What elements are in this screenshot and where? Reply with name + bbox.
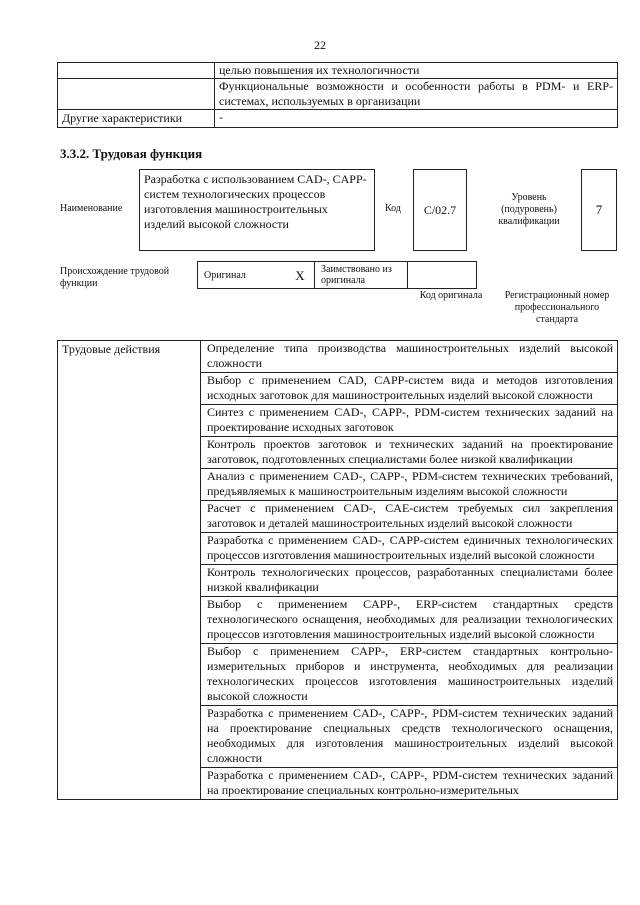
name-label: Наименование <box>60 203 123 214</box>
labor-action: Расчет с применением CAD-, CAE-систем требуемых сил закрепления заготовок и деталей машиностроительных изделий высокой сложности <box>201 501 618 533</box>
row-label: Другие характеристики <box>58 110 215 128</box>
function-name-box: Разработка с использованием CAD-, CAPP-систем технологических процессов изготовления машиностроительных изделий высокой сложности <box>139 169 375 251</box>
labor-action: Разработка с применением CAD-, CAPP-, PDM-систем технических заданий на проектирование специальных средств технологического оснащения, необходимых для изготовления машиностроительных изделий высокой сложности <box>201 706 618 768</box>
reg-number-cell <box>477 262 610 289</box>
table-row <box>58 79 618 110</box>
row-value: целью повышения их технологичности <box>215 63 618 79</box>
row-value: Функциональные возможности и особенности работы в PDM- и ERP-системах, используемых в организации <box>215 79 618 110</box>
labor-action: Разработка с применением CAD-, CAPP-систем единичных технологических процессов изготовления машиностроительных изделий высокой сложности <box>201 533 618 565</box>
page-number: 22 <box>314 38 326 52</box>
labor-action: Анализ с применением CAD-, CAPP-, PDM-систем технических требований, предъявляемых к машиностроительным изделиям высокой сложности <box>201 469 618 501</box>
reg-number-caption: Регистрационный номер профессионального стандарта <box>504 290 610 325</box>
labor-action: Контроль проектов заготовок и технических заданий на проектирование заготовок, подготовленных специалистами более низкой квалификации <box>201 437 618 469</box>
row-label <box>58 63 215 79</box>
code-label: Код <box>385 203 401 214</box>
origin-table <box>197 261 609 289</box>
row-value: - <box>215 110 618 128</box>
labor-action: Выбор с применением CAPP-, ERP-систем стандартных контрольно-измерительных приборов и инструмента, необходимых для реализации технологических процессов изготовления машиностроительных изделий высокой сложности <box>201 644 618 706</box>
qualification-level-box <box>581 169 617 251</box>
table-row <box>198 262 610 289</box>
code-value: C/02.7 <box>423 202 457 217</box>
labor-action: Выбор с применением CAPP-, ERP-систем стандартных средств технологического оснащения, необходимых для реализации технологических процессов изготовления машиностроительных изделий высокой сложности <box>201 597 618 644</box>
table-row <box>58 341 618 373</box>
row-label <box>58 79 215 110</box>
labor-action: Контроль технологических процессов, разработанных специалистами более низкой квалификации <box>201 565 618 597</box>
labor-action: Определение типа производства машиностроительных изделий высокой сложности <box>201 341 618 373</box>
labor-action: Синтез с применением CAD-, CAPP-, PDM-систем технических заданий на проектирование исходных заготовок <box>201 405 618 437</box>
labor-action: Выбор с применением CAD, CAPP-систем вида и методов изготовления исходных заготовок для машиностроительных изделий высокой сложности <box>201 373 618 405</box>
labor-actions-label: Трудовые действия <box>58 341 201 800</box>
table-row <box>58 63 618 79</box>
top-characteristics-table <box>57 62 618 128</box>
table-row <box>58 110 618 128</box>
qualification-level-label: Уровень (подуровень) квалификации <box>498 192 560 227</box>
labor-action: Разработка с применением CAD-, CAPP-, PDM-систем технических заданий на проектирование специальных контрольно-измерительных <box>201 768 618 800</box>
code-original-caption: Код оригинала <box>419 290 483 301</box>
original-mark: X <box>286 262 315 289</box>
labor-actions-table <box>57 340 618 800</box>
origin-label: Происхождение трудовой функции <box>60 266 170 289</box>
original-label: Оригинал <box>198 262 287 289</box>
section-title: 3.3.2. Трудовая функция <box>60 146 203 161</box>
borrowed-label: Заимствовано из оригинала <box>315 262 408 289</box>
code-value-box <box>413 169 467 251</box>
qualification-level-value: 7 <box>595 202 603 217</box>
code-original-cell <box>408 262 477 289</box>
